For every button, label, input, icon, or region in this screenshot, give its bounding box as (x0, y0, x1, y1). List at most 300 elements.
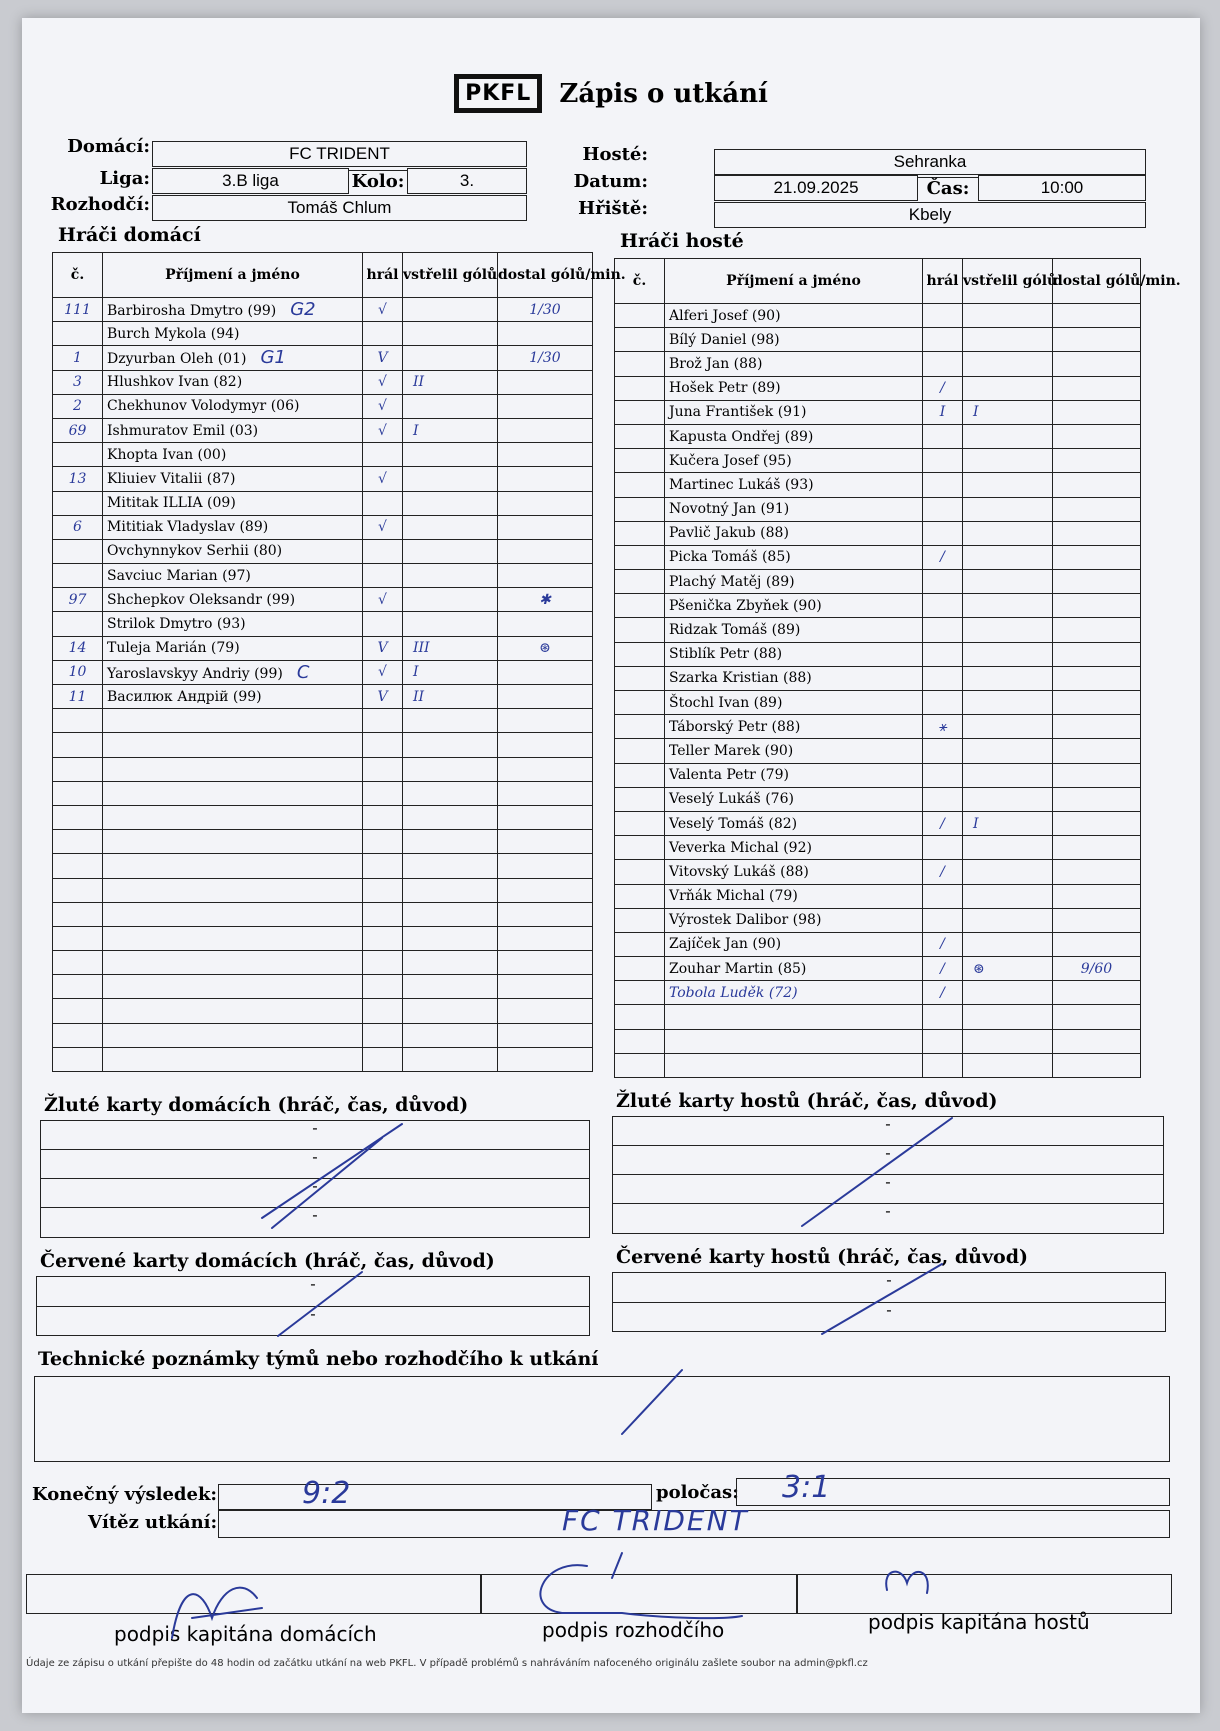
player-number (615, 642, 665, 666)
empty-cell (363, 830, 403, 854)
time-field: 10:00 (978, 175, 1146, 201)
empty-cell (498, 1047, 593, 1071)
player-name-cell (103, 588, 363, 612)
col-conceded: dostal gólů/min. (498, 253, 593, 298)
empty-cell (403, 999, 498, 1023)
played-mark: V (363, 685, 403, 709)
player-name: Pavlič Jakub (88) (665, 521, 923, 545)
player-name-cell (103, 491, 363, 515)
table-row (615, 545, 1141, 569)
empty-cell (363, 902, 403, 926)
goals-mark (963, 981, 1053, 1005)
played-mark (363, 539, 403, 563)
table-row (615, 691, 1141, 715)
player-number: 69 (53, 418, 103, 442)
empty-cell (103, 733, 363, 757)
table-row (615, 908, 1141, 932)
played-mark (923, 908, 963, 932)
referee-signature-label: podpis rozhodčího (542, 1618, 725, 1642)
table-row (615, 836, 1141, 860)
table-row (53, 926, 593, 950)
empty-cell (103, 757, 363, 781)
empty-cell (403, 926, 498, 950)
conceded-mark (1053, 400, 1141, 424)
table-row (53, 515, 593, 539)
player-number: 3 (53, 370, 103, 394)
player-number (615, 787, 665, 811)
goals-mark (963, 424, 1053, 448)
match-report-sheet (22, 18, 1200, 1713)
table-row (53, 733, 593, 757)
goals-mark (403, 588, 498, 612)
player-name-cell (103, 564, 363, 588)
home-yellow-cards-title: Žluté karty domácích (hráč, čas, důvod) (44, 1094, 469, 1116)
played-mark (363, 564, 403, 588)
player-number (615, 352, 665, 376)
away-yellow-cards-box (612, 1116, 1164, 1234)
conceded-mark (1053, 352, 1141, 376)
final-result-label: Konečný výsledek: (32, 1484, 218, 1505)
pitch-label: Hřiště: (578, 198, 648, 219)
played-mark: V (363, 636, 403, 660)
player-number (615, 981, 665, 1005)
played-mark (923, 642, 963, 666)
player-name: Plachý Matěj (89) (665, 570, 923, 594)
conceded-mark (1053, 787, 1141, 811)
round-field: 3. (407, 168, 527, 194)
date-label: Datum: (573, 171, 648, 192)
table-row (615, 521, 1141, 545)
player-name: Shchepkov Oleksandr (99) (107, 591, 296, 608)
card-line: - (613, 1117, 1163, 1146)
player-name-cell (103, 418, 363, 442)
conceded-mark (1053, 594, 1141, 618)
goals-mark (403, 539, 498, 563)
col-goals: vstřelil gólů (963, 259, 1053, 304)
empty-cell (103, 951, 363, 975)
conceded-mark (498, 515, 593, 539)
table-row (53, 322, 593, 346)
conceded-mark (1053, 666, 1141, 690)
conceded-mark: 9/60 (1053, 957, 1141, 981)
empty-cell (403, 878, 498, 902)
empty-cell (363, 805, 403, 829)
empty-cell (665, 1005, 923, 1029)
played-mark: √ (363, 515, 403, 539)
empty-cell (498, 999, 593, 1023)
player-number (615, 908, 665, 932)
empty-cell (498, 951, 593, 975)
card-line: - (310, 1304, 316, 1323)
player-name-cell (103, 298, 363, 322)
goals-mark (403, 515, 498, 539)
player-name-cell (103, 322, 363, 346)
goals-mark (403, 394, 498, 418)
played-mark: / (923, 811, 963, 835)
played-mark: I (923, 400, 963, 424)
player-name: Novotný Jan (91) (665, 497, 923, 521)
empty-cell (363, 733, 403, 757)
referee-field: Tomáš Chlum (152, 195, 527, 221)
table-row (53, 999, 593, 1023)
empty-cell (403, 781, 498, 805)
home-players-table (52, 252, 626, 1072)
empty-cell (363, 926, 403, 950)
table-row (53, 346, 593, 370)
empty-cell (103, 878, 363, 902)
empty-cell (103, 1047, 363, 1071)
empty-cell (963, 1029, 1053, 1053)
report-title: Zápis o utkání (559, 78, 768, 109)
table-row (615, 497, 1141, 521)
conceded-mark (1053, 884, 1141, 908)
player-number: 11 (53, 685, 103, 709)
conceded-mark (1053, 545, 1141, 569)
empty-cell (403, 1023, 498, 1047)
played-mark (923, 666, 963, 690)
goals-mark (963, 932, 1053, 956)
conceded-mark (1053, 376, 1141, 400)
winner-label: Vítěz utkání: (88, 1512, 218, 1533)
played-mark (923, 497, 963, 521)
player-name: Savciuc Marian (97) (107, 567, 251, 584)
conceded-mark (498, 539, 593, 563)
player-number (615, 473, 665, 497)
played-mark (363, 612, 403, 636)
conceded-mark (1053, 860, 1141, 884)
player-number (53, 322, 103, 346)
played-mark (923, 424, 963, 448)
empty-cell (923, 1029, 963, 1053)
empty-cell (103, 709, 363, 733)
empty-cell (363, 709, 403, 733)
played-mark: √ (363, 370, 403, 394)
col-played: hrál (363, 253, 403, 298)
away-red-cards-title: Červené karty hostů (hráč, čas, důvod) (616, 1246, 1028, 1268)
played-mark: / (923, 957, 963, 981)
goals-mark (963, 521, 1053, 545)
away-team-field: Sehranka (714, 149, 1146, 175)
col-number: č. (53, 253, 103, 298)
empty-cell (53, 951, 103, 975)
away-players-table (614, 258, 1181, 1078)
player-name: Ovchynnykov Serhii (80) (107, 543, 283, 560)
table-row (53, 588, 593, 612)
conceded-mark (498, 660, 593, 684)
player-name-cell (103, 467, 363, 491)
halftime-value: 3:1 (782, 1470, 831, 1505)
goals-mark (963, 449, 1053, 473)
conceded-mark (1053, 473, 1141, 497)
empty-cell (665, 1029, 923, 1053)
table-row (53, 539, 593, 563)
conceded-mark (1053, 570, 1141, 594)
date-field: 21.09.2025 (714, 175, 918, 201)
goals-mark (403, 443, 498, 467)
player-number (53, 443, 103, 467)
table-row (615, 473, 1141, 497)
player-name: Kučera Josef (95) (665, 449, 923, 473)
empty-cell (103, 975, 363, 999)
empty-cell (498, 830, 593, 854)
table-row (615, 932, 1141, 956)
goals-mark (963, 763, 1053, 787)
col-name: Příjmení a jméno (103, 253, 363, 298)
player-name: Hošek Petr (89) (665, 376, 923, 400)
empty-cell (103, 805, 363, 829)
empty-cell (53, 999, 103, 1023)
home-team-field: FC TRIDENT (152, 141, 527, 167)
empty-cell (363, 999, 403, 1023)
home-captain-signature-label: podpis kapitána domácích (114, 1622, 377, 1646)
player-name: Burch Mykola (94) (107, 325, 240, 342)
empty-cell (498, 1023, 593, 1047)
player-name: Tuleja Marián (79) (107, 640, 240, 657)
player-name: Kapusta Ondřej (89) (665, 424, 923, 448)
goals-mark (963, 304, 1053, 328)
conceded-mark (1053, 497, 1141, 521)
player-number (615, 570, 665, 594)
played-mark (363, 491, 403, 515)
player-name: Stiblík Petr (88) (665, 642, 923, 666)
home-yellow-cards-box (40, 1120, 590, 1238)
table-row (53, 394, 593, 418)
table-row (53, 878, 593, 902)
table-row (615, 642, 1141, 666)
home-label: Domácí: (67, 136, 150, 157)
report-header (22, 74, 1200, 113)
empty-cell (403, 951, 498, 975)
empty-cell (53, 854, 103, 878)
goals-mark: I (963, 400, 1053, 424)
conceded-mark (1053, 424, 1141, 448)
empty-cell (1053, 1053, 1141, 1077)
empty-cell (963, 1053, 1053, 1077)
conceded-mark (498, 467, 593, 491)
empty-cell (403, 733, 498, 757)
played-mark (923, 594, 963, 618)
player-name: Strilok Dmytro (93) (107, 616, 246, 633)
player-name-cell (103, 394, 363, 418)
conceded-mark (1053, 618, 1141, 642)
card-line: - (613, 1273, 1165, 1303)
player-number: 6 (53, 515, 103, 539)
home-players-title: Hráči domácí (58, 224, 201, 246)
goals-mark (963, 473, 1053, 497)
empty-cell (498, 926, 593, 950)
goals-mark: II (403, 685, 498, 709)
table-row (53, 467, 593, 491)
goals-mark (963, 376, 1053, 400)
table-row (615, 884, 1141, 908)
played-mark: √ (363, 467, 403, 491)
empty-cell (53, 709, 103, 733)
played-mark (923, 836, 963, 860)
empty-cell (963, 1005, 1053, 1029)
table-row (53, 370, 593, 394)
col-goals: vstřelil gólů (403, 253, 498, 298)
goals-mark (963, 860, 1053, 884)
player-number (615, 545, 665, 569)
table-row (615, 400, 1141, 424)
empty-cell (103, 830, 363, 854)
played-mark (923, 691, 963, 715)
player-name: Teller Marek (90) (665, 739, 923, 763)
conceded-mark (1053, 908, 1141, 932)
played-mark: / (923, 376, 963, 400)
conceded-mark (498, 322, 593, 346)
empty-cell (363, 878, 403, 902)
player-name: Táborský Petr (88) (665, 715, 923, 739)
empty-cell (363, 975, 403, 999)
played-mark (923, 884, 963, 908)
table-row (53, 298, 593, 322)
empty-cell (53, 1047, 103, 1071)
empty-cell (103, 854, 363, 878)
empty-cell (363, 951, 403, 975)
table-row (615, 570, 1141, 594)
empty-cell (53, 805, 103, 829)
goals-mark (403, 564, 498, 588)
played-mark: √ (363, 298, 403, 322)
empty-cell (363, 854, 403, 878)
empty-cell (923, 1053, 963, 1077)
col-conceded: dostal gólů/min. (1053, 259, 1141, 304)
pitch-field: Kbely (714, 202, 1146, 228)
col-number: č. (615, 259, 665, 304)
technical-notes-box (34, 1376, 1170, 1462)
player-name: Khopta Ivan (00) (107, 446, 227, 463)
away-yellow-cards-title: Žluté karty hostů (hráč, čas, důvod) (616, 1090, 998, 1112)
player-number (615, 594, 665, 618)
player-name: Martinec Lukáš (93) (665, 473, 923, 497)
goals-mark (963, 352, 1053, 376)
table-row (615, 981, 1141, 1005)
table-row (615, 666, 1141, 690)
empty-cell (498, 781, 593, 805)
empty-cell (498, 902, 593, 926)
played-mark (923, 570, 963, 594)
table-row (615, 1029, 1141, 1053)
empty-cell (403, 757, 498, 781)
player-name: Szarka Kristian (88) (665, 666, 923, 690)
empty-cell (403, 709, 498, 733)
conceded-mark (1053, 304, 1141, 328)
player-name-cell (103, 515, 363, 539)
card-line: - (41, 1179, 589, 1208)
played-mark (923, 521, 963, 545)
empty-cell (498, 975, 593, 999)
empty-cell (53, 902, 103, 926)
table-row (53, 709, 593, 733)
conceded-mark: 1/30 (498, 346, 593, 370)
player-number (615, 836, 665, 860)
empty-cell (498, 854, 593, 878)
card-line: - (41, 1150, 589, 1179)
player-name: Ridzak Tomáš (89) (665, 618, 923, 642)
empty-cell (53, 975, 103, 999)
away-captain-signature-label: podpis kapitána hostů (868, 1610, 1090, 1634)
player-name-cell (103, 370, 363, 394)
table-row (615, 304, 1141, 328)
away-red-cards-box (612, 1272, 1166, 1332)
signature-box (26, 1574, 1172, 1614)
table-row (53, 1023, 593, 1047)
home-red-cards-title: Červené karty domácích (hráč, čas, důvod) (40, 1250, 495, 1272)
player-name: Yaroslavskyy Andriy (99) (107, 665, 283, 682)
empty-cell (103, 999, 363, 1023)
round-label: Kolo: (349, 170, 407, 196)
conceded-mark (1053, 715, 1141, 739)
conceded-mark (498, 443, 593, 467)
player-number: 111 (53, 298, 103, 322)
goals-mark: I (403, 660, 498, 684)
played-mark: √ (363, 588, 403, 612)
card-line: - (37, 1277, 589, 1307)
player-name: Veselý Tomáš (82) (665, 811, 923, 835)
player-name-cell (103, 685, 363, 709)
empty-cell (498, 805, 593, 829)
conceded-mark (1053, 932, 1141, 956)
empty-cell (103, 902, 363, 926)
empty-cell (363, 757, 403, 781)
player-number (615, 860, 665, 884)
played-mark (923, 618, 963, 642)
player-number (615, 763, 665, 787)
table-row (53, 902, 593, 926)
played-mark: / (923, 545, 963, 569)
league-label: Liga: (99, 168, 150, 189)
table-row (615, 811, 1141, 835)
table-row (53, 443, 593, 467)
card-line: - (885, 1201, 891, 1220)
empty-cell (403, 854, 498, 878)
final-result-value: 9:2 (302, 1476, 351, 1511)
conceded-mark (1053, 981, 1141, 1005)
player-number (53, 491, 103, 515)
player-number (615, 884, 665, 908)
conceded-mark (1053, 739, 1141, 763)
empty-cell (498, 757, 593, 781)
player-name: Zajíček Jan (90) (665, 932, 923, 956)
played-mark: V (363, 346, 403, 370)
table-row (53, 1047, 593, 1071)
played-mark (923, 787, 963, 811)
player-name: Chekhunov Volodymyr (06) (107, 398, 300, 415)
player-number: 10 (53, 660, 103, 684)
played-mark: ⚹ (923, 715, 963, 739)
goals-mark (403, 467, 498, 491)
goals-mark (963, 594, 1053, 618)
goals-mark (963, 836, 1053, 860)
table-row (615, 763, 1141, 787)
player-number (615, 739, 665, 763)
player-number (615, 715, 665, 739)
goals-mark (963, 497, 1053, 521)
goals-mark (403, 322, 498, 346)
signature-divider (480, 1574, 482, 1614)
conceded-mark (1053, 328, 1141, 352)
player-name: Výrostek Dalibor (98) (665, 908, 923, 932)
empty-cell (403, 975, 498, 999)
player-name: Alferi Josef (90) (665, 304, 923, 328)
player-name: Veverka Michal (92) (665, 836, 923, 860)
conceded-mark (498, 612, 593, 636)
goals-mark (963, 691, 1053, 715)
player-name-cell (103, 660, 363, 684)
halftime-label: poločas: (656, 1482, 739, 1503)
goals-mark (963, 328, 1053, 352)
